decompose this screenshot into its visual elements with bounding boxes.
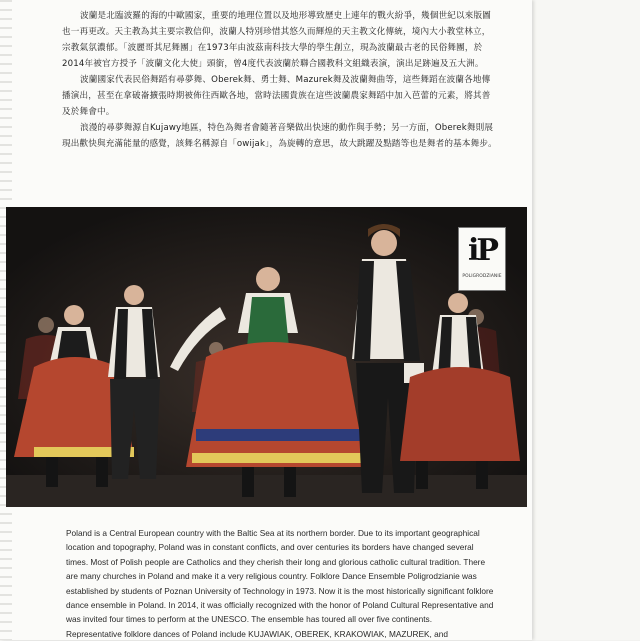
poligrodzianie-logo	[458, 227, 506, 291]
dancers-illustration	[6, 207, 527, 507]
logo-text: POLIGRODZIANIE	[462, 274, 502, 279]
chinese-text-block	[62, 8, 498, 152]
chinese-paragraph-3: 浪漫的尋夢舞源自Kujawy地區，特色為舞者會隨著音樂做出快速的動作與手勢；另一方面，Oberek舞則展現出歡快與充滿能量的感覺，該舞名稱源自「owijak」，為旋轉的意思，故大跳躍及點踏等也是舞者的基本舞步。	[62, 123, 497, 149]
english-paragraph-2: Representative folklore dances of Poland include KUJAWIAK, OBEREK, KRAKOWIAK, MAZUREK, and	[66, 628, 448, 639]
chinese-paragraph-1: 波蘭是北臨波羅的海的中歐國家，重要的地理位置以及地形導致歷史上連年的戰火紛爭，幾個世紀以來版圖也一再更改。天主教為其主要宗教信仰，波蘭人特別珍惜其悠久而輝煌的天主教文化傳統，境內大小教堂林立，宗教氣氛濃郁。「波麗哥其尼舞團」在1973年由波茲南科技大學的學生創立，現為波蘭最古老的民俗舞團，於2014年被官方授予「波蘭文化大使」頭銜，曾4度代表波蘭於聯合國教科文組織表演，演出足跡遍及五大洲。	[62, 11, 491, 69]
logo-mark: iP	[468, 233, 496, 268]
english-text-block	[66, 526, 496, 641]
chinese-paragraph-2: 波蘭國家代表民俗舞蹈有尋夢舞、Oberek舞、勇士舞、Mazurek舞及波蘭舞曲等，這些舞蹈在波蘭各地傳播演出，甚至在拿破崙擴張時期被佈往西歐各地，當時法國貴族在這些波蘭農家舞蹈中加入芭蕾的元素，將其普及於舞會中。	[62, 75, 491, 117]
dance-photo	[6, 207, 527, 507]
adjacent-page	[532, 0, 640, 640]
english-paragraph-1: Poland is a Central European country with the Baltic Sea at its northern border. Due to its important geographical location and topography, Poland was in constant conflicts, and over centuries its borders have changed several times. Most of Polish people are Catholics and they cherish their long and glorious catholic cultural tradition. There are many churches in Poland and make it a very religious country. Folklore Dance Ensemble Poligrodzianie was established by students of Poznan University of Technology in 1973. Now it is the most historically significant folklore dance ensemble in Poland. In 2014, it was officially recognized with the honor of Poland Cultural Representative and was invited four times to perform at the UNESCO. The ensemble has toured all over five continents.	[66, 528, 494, 625]
